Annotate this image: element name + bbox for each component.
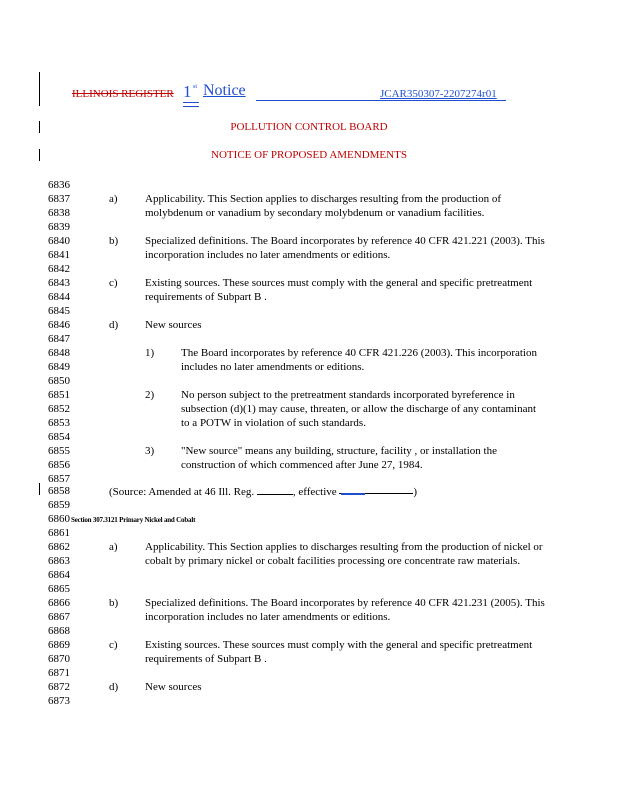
item-label: c)	[109, 277, 118, 289]
line-number: 6852	[48, 403, 70, 415]
line-number: 6844	[48, 291, 70, 303]
line-number: 6857	[48, 473, 70, 485]
item-label: a)	[109, 193, 118, 205]
change-bar	[39, 483, 40, 495]
document-code: JCAR350307-2207274r01	[380, 88, 497, 100]
line-number: 6851	[48, 389, 70, 401]
register-name: ILLINOIS REGISTER	[72, 88, 174, 100]
date-blank	[339, 483, 413, 494]
item-label: d)	[109, 319, 119, 331]
line-number: 6837	[48, 193, 70, 205]
line-number: 6854	[48, 431, 70, 443]
line-number: 6867	[48, 611, 70, 623]
item-text: Existing sources. These sources must comply with the general and specific pretreatment requirements of Subpart B .	[145, 639, 533, 665]
line-number: 6849	[48, 361, 70, 373]
line-number: 6836	[48, 179, 70, 191]
line-number: 6847	[48, 333, 70, 345]
subitem-label: 3)	[145, 445, 155, 457]
line-number: 6866	[48, 597, 70, 609]
line-number: 6873	[48, 695, 70, 707]
line-number: 6856	[48, 459, 70, 471]
item-text: Applicability. This Section applies to discharges resulting from the production of nickel or cobalt by primary nickel or cobalt facilities processing ore concentrate raw materials.	[145, 541, 543, 567]
line-number: 6840	[48, 235, 70, 247]
line-number: 6872	[48, 681, 70, 693]
line-number: 6838	[48, 207, 70, 219]
item-text: New sources	[145, 681, 202, 693]
source-end: )	[413, 486, 418, 498]
line-number: 6868	[48, 625, 70, 637]
line-number: 6870	[48, 653, 70, 665]
double-underline	[183, 102, 199, 107]
source-mid: , effective	[292, 486, 340, 498]
subitem-text: The Board incorporates by reference 40 CFR 421.226 (2003). This incorporation includes no later amendments or editions.	[181, 347, 537, 373]
board-title	[0, 121, 618, 133]
line-number: 6853	[48, 417, 70, 429]
line-number: 6871	[48, 667, 70, 679]
change-bar	[39, 72, 40, 106]
header-underline	[256, 100, 506, 101]
item-label: b)	[109, 235, 119, 247]
line-number: 6843	[48, 277, 70, 289]
item-label: d)	[109, 681, 119, 693]
notice-title	[0, 149, 618, 161]
line-number: 6848	[48, 347, 70, 359]
item-text: New sources	[145, 319, 202, 331]
line-number: 6869	[48, 639, 70, 651]
line-number: 6864	[48, 569, 70, 581]
line-number: 6862	[48, 541, 70, 553]
item-text: Existing sources. These sources must comply with the general and specific pretreatment requirements of Subpart B .	[145, 277, 533, 303]
notice-label: Notice	[203, 82, 246, 99]
line-number: 6846	[48, 319, 70, 331]
item-label: b)	[109, 597, 119, 609]
section-title: Section 307.3121 Primary Nickel and Cobalt	[71, 516, 196, 524]
line-number: 6865	[48, 583, 70, 595]
edition-superscript: st	[193, 84, 198, 90]
line-number: 6855	[48, 445, 70, 457]
edition-number: 1	[183, 82, 192, 101]
source-prefix: (Source: Amended at 46 Ill. Reg.	[109, 486, 257, 498]
subitem-text: "New source" means any building, structure, facility , or installation the construction of which commenced after June 27, 1984.	[181, 445, 497, 471]
line-number: 6861	[48, 527, 70, 539]
line-number: 6863	[48, 555, 70, 567]
subitem-label: 2)	[145, 389, 155, 401]
item-label: c)	[109, 639, 118, 651]
source-note	[109, 483, 417, 499]
subitem-label: 1)	[145, 347, 155, 359]
subitem-text: No person subject to the pretreatment standards incorporated byreference in subsection (d)(1) may cause, threaten, or allow the discharge of any contaminant to a POTW in violation of such standards.	[181, 389, 537, 429]
line-number: 6859	[48, 499, 70, 511]
item-text: Specialized definitions. The Board incorporates by reference 40 CFR 421.231 (2005). This incorporation includes no later amendments or editions.	[145, 597, 545, 623]
section-heading	[48, 512, 195, 527]
line-number: 6839	[48, 221, 70, 233]
line-number: 6841	[48, 249, 70, 261]
item-text: Specialized definitions. The Board incorporates by reference 40 CFR 421.221 (2003). This incorporation includes no later amendments or editions.	[145, 235, 545, 261]
blank-highlight	[341, 483, 365, 495]
line-number: 6842	[48, 263, 70, 275]
page-header	[72, 84, 522, 108]
line-number: 6845	[48, 305, 70, 317]
board-title-text: POLLUTION CONTROL BOARD	[230, 121, 388, 133]
line-number: 6858	[48, 485, 70, 497]
line-number: 6850	[48, 375, 70, 387]
item-label: a)	[109, 541, 118, 553]
line-number: 6860	[48, 513, 70, 525]
item-text: Applicability. This Section applies to discharges resulting from the production of molybdenum or vanadium by secondary molybdenum or vanadium facilities.	[145, 193, 502, 219]
notice-title-text: NOTICE OF PROPOSED AMENDMENTS	[211, 149, 407, 161]
reg-blank	[257, 484, 293, 495]
